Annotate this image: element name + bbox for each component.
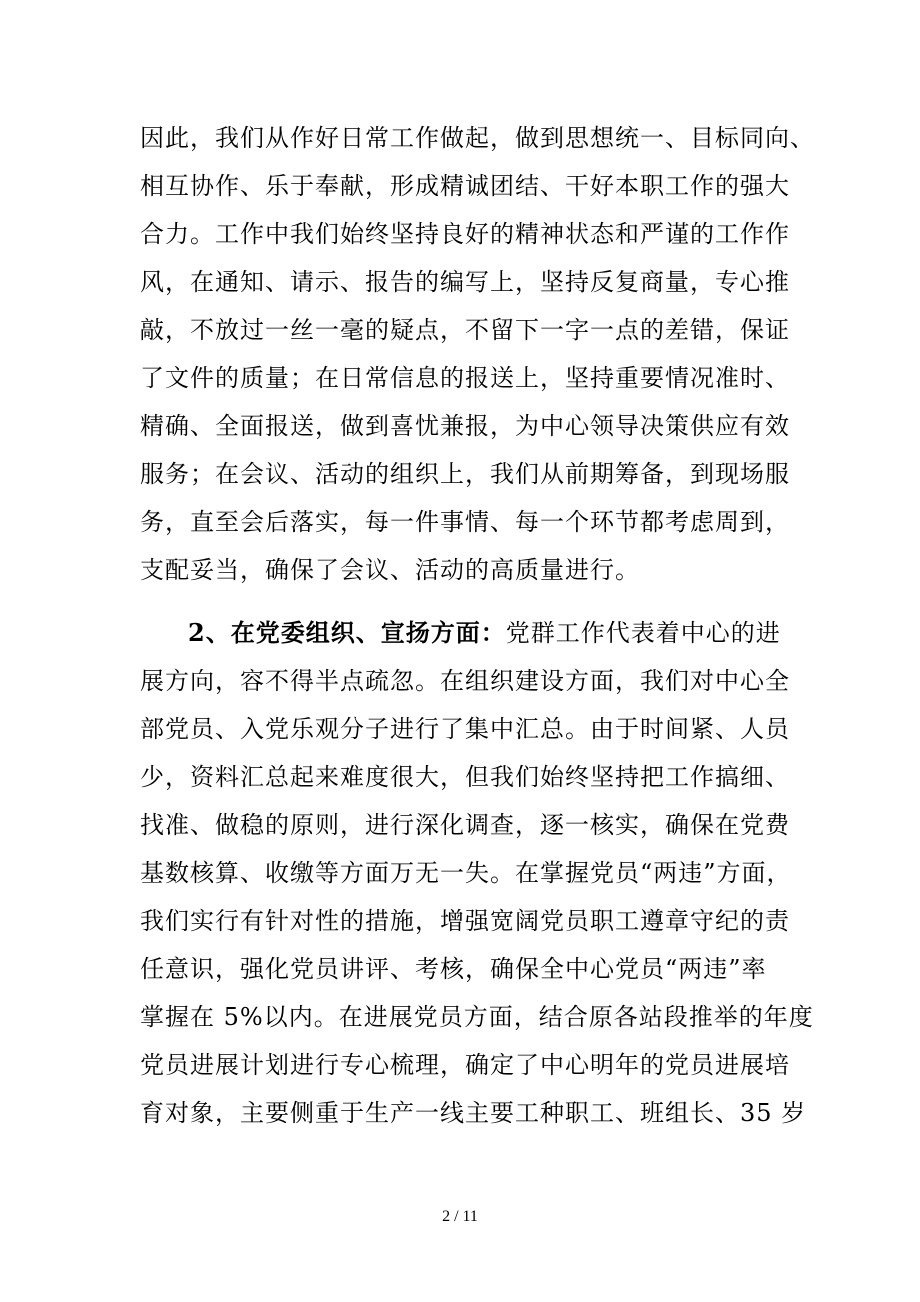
section-heading: 2、在党委组织、宣扬方面： bbox=[188, 618, 506, 647]
paragraph-1-line-6: 了文件的质量；在日常信息的报送上，坚持重要情况准时、 bbox=[140, 364, 790, 392]
page-number: 2 / 11 bbox=[442, 1208, 478, 1225]
paragraph-1-line-10: 支配妥当，确保了会议、活动的高质量进行。 bbox=[140, 556, 640, 584]
paragraph-2-line-11: 育对象，主要侧重于生产一线主要工种职工、班组长、35 岁 bbox=[140, 1099, 807, 1127]
paragraph-1-line-8: 服务；在会议、活动的组织上，我们从前期筹备，到现场服 bbox=[140, 460, 790, 488]
paragraph-2-line-2: 展方向，容不得半点疏忽。在组织建设方面，我们对中心全 bbox=[140, 667, 790, 695]
paragraph-1-line-9: 务，直至会后落实，每一件事情、每一个环节都考虑周到， bbox=[140, 508, 790, 536]
paragraph-2-line-10: 党员进展计划进行专心梳理，确定了中心明年的党员进展培 bbox=[140, 1051, 790, 1079]
paragraph-2-line-8: 任意识，强化党员讲评、考核，确保全中心党员“两违”率 bbox=[140, 955, 767, 983]
paragraph-1-line-3: 合力。工作中我们始终坚持良好的精神状态和严谨的工作作 bbox=[140, 220, 790, 248]
paragraph-2-line-9: 掌握在 5%以内。在进展党员方面，结合原各站段推举的年度 bbox=[140, 1003, 814, 1031]
paragraph-1-line-4: 风，在通知、请示、报告的编写上，坚持反复商量，专心推 bbox=[140, 268, 790, 296]
paragraph-1-line-2: 相互协作、乐于奉献，形成精诚团结、干好本职工作的强大 bbox=[140, 172, 790, 200]
paragraph-2-line-7: 我们实行有针对性的措施，增强宽阔党员职工遵章守纪的责 bbox=[140, 907, 790, 935]
paragraph-1-line-5: 敲，不放过一丝一毫的疑点，不留下一字一点的差错，保证 bbox=[140, 316, 790, 344]
paragraph-1-line-7: 精确、全面报送，做到喜忧兼报，为中心领导决策供应有效 bbox=[140, 412, 790, 440]
paragraph-2-line-1 bbox=[188, 613, 781, 653]
paragraph-1-line-1: 因此，我们从作好日常工作做起，做到思想统一、目标同向、 bbox=[140, 124, 815, 152]
paragraph-2-line-3: 部党员、入党乐观分子进行了集中汇总。由于时间紧、人员 bbox=[140, 715, 790, 743]
paragraph-2-line-6: 基数核算、收缴等方面万无一失。在掌握党员“两违”方面， bbox=[140, 859, 792, 887]
paragraph-2-line-5: 找准、做稳的原则，进行深化调查，逐一核实，确保在党费 bbox=[140, 811, 790, 839]
paragraph-2-line-1-text: 党群工作代表着中心的进 bbox=[505, 619, 781, 647]
paragraph-2-line-4: 少，资料汇总起来难度很大，但我们始终坚持把工作搞细、 bbox=[140, 763, 790, 791]
